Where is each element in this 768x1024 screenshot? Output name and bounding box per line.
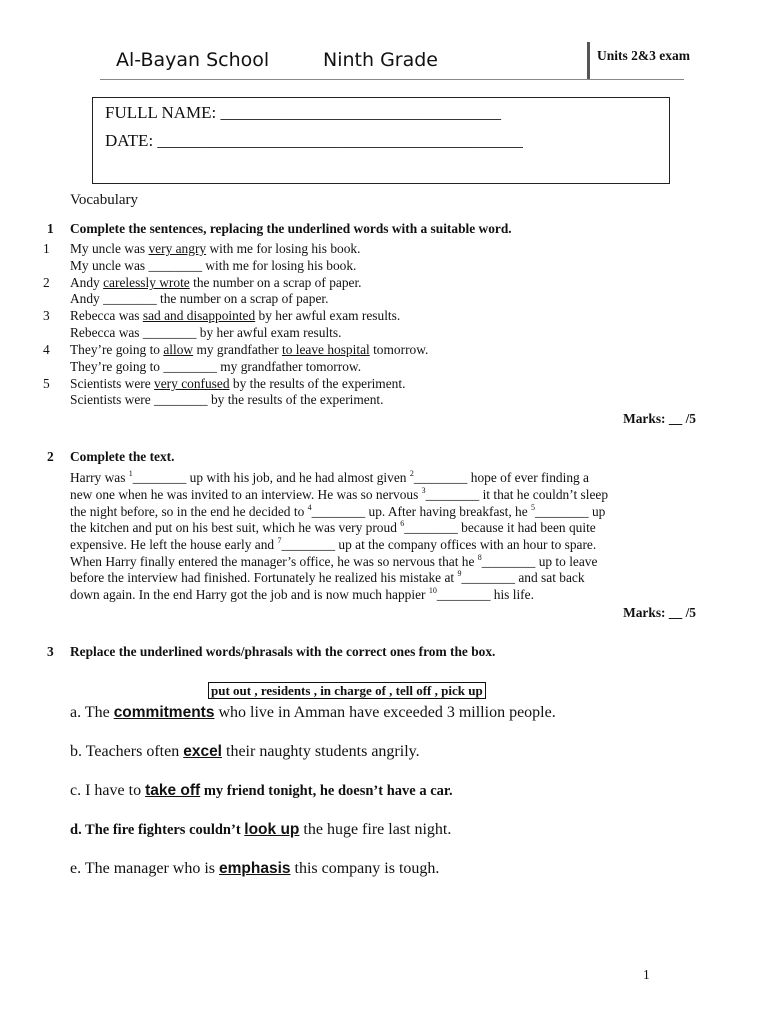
q3-item: b. Teachers often excel their naughty students angrily. bbox=[70, 743, 420, 760]
q2-text-line: the kitchen and put on his best suit, which he was very proud $^6$________ because it had been quite bbox=[70, 519, 596, 535]
q1-item-number: 3 bbox=[43, 308, 50, 323]
q1-item-answer-line[interactable]: My uncle was ________ with me for losing his book. bbox=[70, 258, 357, 273]
underlined-keyword: commitments bbox=[113, 704, 215, 721]
q1-item-sentence: Andy carelessly wrote the number on a scrap of paper. bbox=[70, 275, 362, 290]
q1-item-answer-line[interactable]: They’re going to ________ my grandfather tomorrow. bbox=[70, 359, 362, 374]
grade-label: Ninth Grade bbox=[323, 49, 438, 71]
q1-instruction: Complete the sentences, replacing the underlined words with a suitable word. bbox=[70, 221, 512, 236]
q2-marks: Marks: __ /5 bbox=[623, 605, 696, 620]
underlined-keyword: emphasis bbox=[219, 860, 291, 877]
q1-item-sentence: Rebecca was sad and disappointed by her awful exam results. bbox=[70, 308, 401, 323]
q1-item-answer-line[interactable]: Andy ________ the number on a scrap of paper. bbox=[70, 291, 329, 306]
date-field[interactable]: DATE: ___________________________________________ bbox=[105, 131, 523, 150]
header-divider bbox=[587, 42, 590, 79]
exam-title: Units 2&3 exam bbox=[597, 48, 690, 63]
underlined-keyword: take off bbox=[145, 782, 201, 799]
full-name-field[interactable]: FULLL NAME: _________________________________ bbox=[105, 103, 502, 122]
q1-item-number: 4 bbox=[43, 342, 50, 357]
q1-marks: Marks: __ /5 bbox=[623, 411, 696, 426]
q2-text-line: down again. In the end Harry got the job and is now much happier $^{10}$________ his life. bbox=[70, 586, 534, 602]
q1-item-number: 1 bbox=[43, 241, 50, 256]
q1-item-sentence: Scientists were very confused by the results of the experiment. bbox=[70, 376, 406, 391]
q3-item: e. The manager who is emphasis this company is tough. bbox=[70, 860, 440, 877]
section-title: Vocabulary bbox=[70, 192, 139, 208]
q1-item-number: 2 bbox=[43, 275, 50, 290]
page-number: 1 bbox=[643, 967, 650, 982]
q3-item: c. I have to take off my friend tonight, he doesn’t have a car. bbox=[70, 782, 453, 799]
school-name: Al-Bayan School bbox=[116, 49, 270, 71]
q3-item: a. The commitments who live in Amman have exceeded 3 million people. bbox=[70, 704, 556, 721]
q1-item-answer-line[interactable]: Rebecca was ________ by her awful exam results. bbox=[70, 325, 342, 340]
q2-number: 2 bbox=[47, 449, 54, 464]
q2-text-line: expensive. He left the house early and $^7$________ up at the company offices with an hour to spare. bbox=[70, 536, 597, 552]
q2-text-line: When Harry finally entered the manager’s office, he was so nervous that he $^8$________ up to leave bbox=[70, 553, 598, 569]
q2-text-line: new one when he was invited to an interview. He was so nervous $^3$________ it that he couldn’t sleep bbox=[70, 486, 609, 502]
q1-item-sentence: They’re going to allow my grandfather to leave hospital tomorrow. bbox=[70, 342, 429, 357]
q1-item-answer-line[interactable]: Scientists were ________ by the results of the experiment. bbox=[70, 392, 384, 407]
q1-item-sentence: My uncle was very angry with me for losing his book. bbox=[70, 241, 361, 256]
q3-number: 3 bbox=[47, 644, 54, 659]
q2-text-line: before the interview had finished. Fortunately he realized his mistake at $^9$________ and sat back bbox=[70, 569, 585, 585]
q1-item-number: 5 bbox=[43, 376, 50, 391]
q2-text-line: Harry was $^1$________ up with his job, and he had almost given $^2$________ hope of ever finding a bbox=[70, 469, 589, 485]
q2-text-line: the night before, so in the end he decided to $^4$________ up. After having breakfast, he $^5$________ up bbox=[70, 503, 606, 519]
underlined-keyword: look up bbox=[244, 821, 300, 838]
q2-instruction: Complete the text. bbox=[70, 449, 175, 464]
q3-instruction: Replace the underlined words/phrasals with the correct ones from the box. bbox=[70, 644, 496, 659]
header-rule bbox=[100, 79, 684, 80]
q1-number: 1 bbox=[47, 221, 54, 236]
word-box: put out , residents , in charge of , tell off , pick up bbox=[208, 682, 486, 699]
underlined-keyword: excel bbox=[183, 743, 222, 760]
q3-item: d. The fire fighters couldn’t look up the huge fire last night. bbox=[70, 821, 452, 838]
